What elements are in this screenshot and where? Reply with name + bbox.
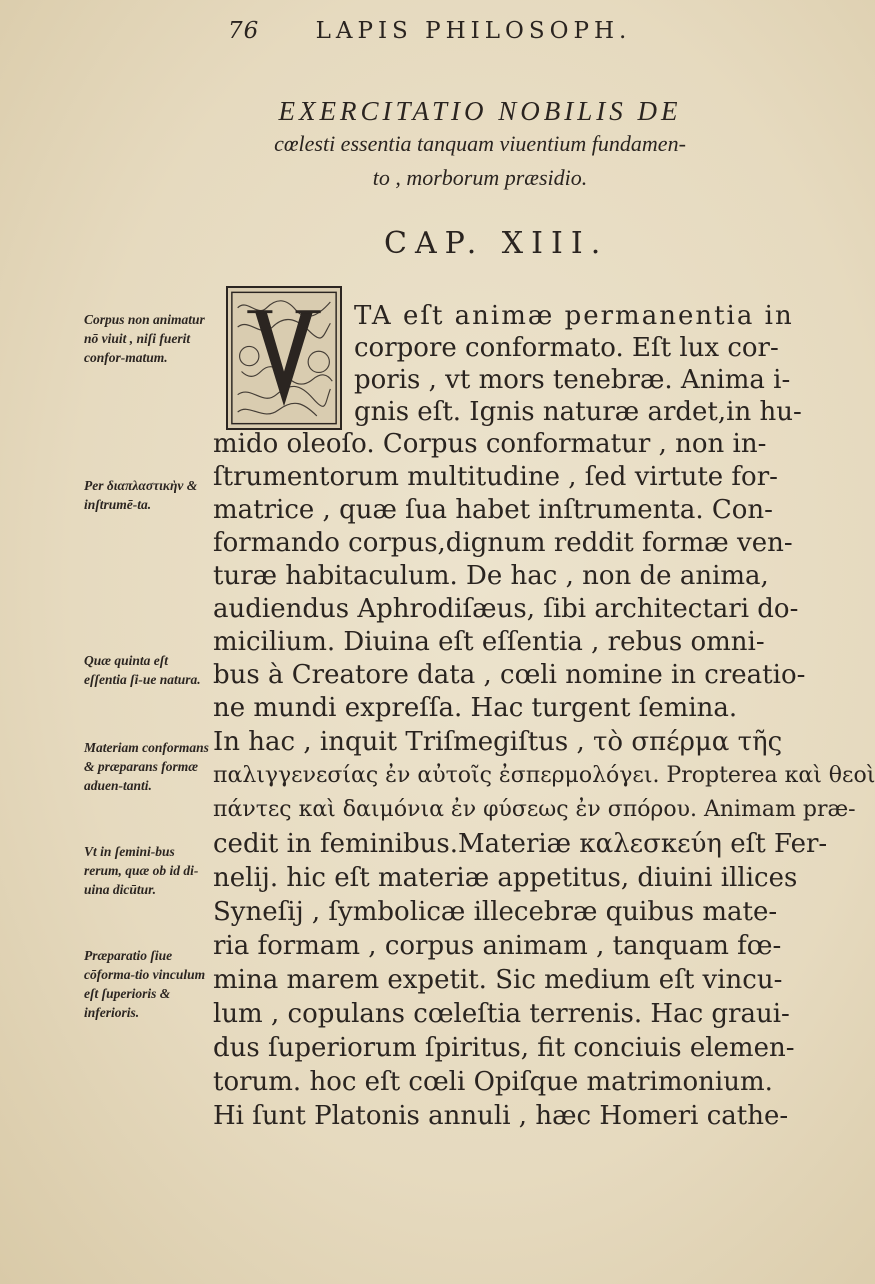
body-line: corpore conformato. Eſt lux cor- — [354, 333, 779, 363]
margin-note: Vt in ſemini-bus rerum, quæ ob id di-uina dicūtur. — [84, 844, 199, 897]
body-line: ria formam , corpus animam , tanquam fœ- — [213, 931, 782, 961]
margin-note: Materiam conformans & præparans formæ aduen-tanti. — [84, 740, 209, 793]
body-line: turæ habitaculum. De hac , non de anima, — [213, 561, 769, 591]
running-head — [228, 18, 631, 44]
body-line: lum , copulans cœleſtia terrenis. Hac graui- — [213, 999, 790, 1029]
margin-note: Corpus non animatur nō viuit , niſi fuerit confor-matum. — [84, 312, 205, 365]
body-line: matrice , quæ ſua habet inſtrumenta. Con- — [213, 495, 773, 525]
chapter-title-line-3: to , morborum præsidio. — [372, 165, 588, 190]
body-line: πάντες καὶ δαιμόνια ἐν φύσεως ἐν σπόρου. Animam præ- — [213, 797, 856, 822]
body-line: poris , vt mors tenebræ. Anima i- — [354, 365, 791, 395]
woodcut-ornament-icon — [228, 288, 340, 428]
body-line: cedit in feminibus.Materiæ καλεσκεύη eſt Fer- — [213, 829, 828, 859]
running-title: LAPIS PHILOSOPH. — [315, 18, 632, 44]
margin-note: Per διαπλαστικὴν & inſtrumē-ta. — [84, 478, 198, 512]
body-line: mina marem expetit. Sic medium eſt vincu- — [213, 965, 783, 995]
body-line: gnis eſt. Ignis naturæ ardet,in hu- — [354, 397, 802, 427]
body-line: micilium. Diuina eſt eſſentia , rebus omni- — [213, 627, 765, 657]
body-line: torum. hoc eſt cœli Opiſque matrimonium. — [213, 1067, 773, 1097]
body-line: TA eſt animæ permanentia in — [354, 301, 794, 331]
margin-note: Præparatio ſiue cōforma-tio vinculum eſt ſuperioris & inferioris. — [84, 948, 206, 1020]
decorated-initial — [226, 286, 342, 430]
body-line: audiendus Aphrodiſæus, ſibi architectari do- — [213, 594, 799, 624]
body-line: In hac , inquit Triſmegiſtus , τὸ σπέρμα τῆς — [213, 727, 783, 757]
body-line: formando corpus,dignum reddit formæ ven- — [213, 528, 793, 558]
body-line: nelij. hic eſt materiæ appetitus, diuini illices — [213, 863, 798, 893]
body-line: ſtrumentorum multitudine , ſed virtute for- — [213, 462, 778, 492]
body-line: Syneſij , ſymbolicæ illecebræ quibus mate- — [213, 897, 778, 927]
body-line: ne mundi expreſſa. Hac turgent ſemina. — [213, 693, 738, 723]
chapter-title-line-2: cœlesti essentia tanquam viuentium fundamen- — [274, 131, 686, 156]
body-line: bus à Creatore data , cœli nomine in creatio- — [213, 660, 806, 690]
chapter-title-line-1: EXERCITATIO NOBILIS DE — [278, 96, 682, 126]
margin-note: Quæ quinta eſt eſſentia ſi-ue natura. — [84, 653, 201, 687]
body-line: mido oleoſo. Corpus conformatur , non in- — [213, 429, 767, 459]
body-line: Hi ſunt Platonis annuli , hæc Homeri cathe- — [213, 1101, 789, 1131]
body-line: dus ſuperiorum ſpiritus, fit conciuis elemen- — [213, 1033, 795, 1063]
chapter-label: CAP. XIII. — [384, 226, 609, 261]
body-line: παλιγγενεσίας ἐν αὐτοῖς ἐσπερμολόγει. Propterea καὶ θεοὶ — [213, 763, 875, 788]
page-number: 76 — [228, 18, 260, 44]
